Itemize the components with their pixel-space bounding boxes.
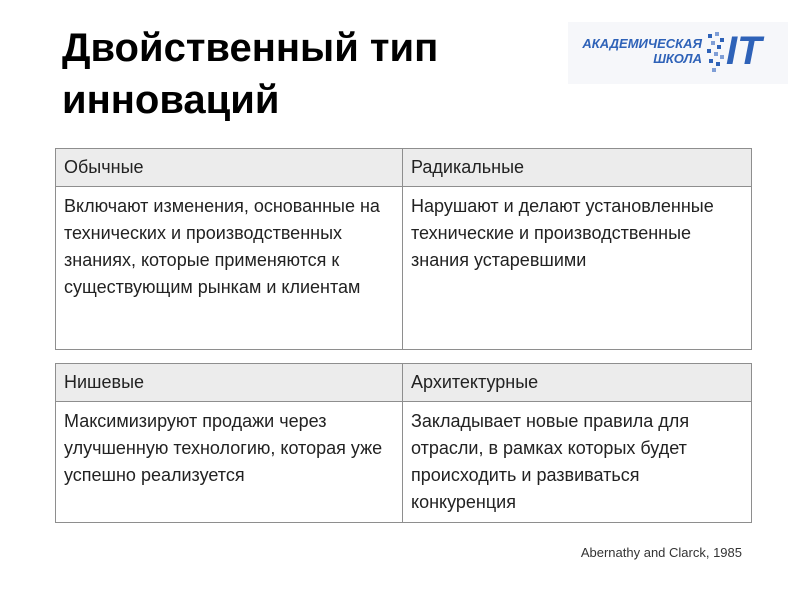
source-citation: Abernathy and Clarck, 1985 — [580, 545, 742, 560]
logo-wordmark — [578, 36, 702, 66]
slide-title: Двойственный тип инноваций — [62, 26, 439, 122]
table-header-row — [56, 149, 752, 187]
header-radical: Радикальные — [403, 149, 752, 187]
cell-architectural-description: Закладывает новые правила для отрасли, в рамках которых будет происходить и развиваться конкуренция — [403, 402, 752, 523]
logo-text-line-1: АКАДЕМИЧЕСКАЯ — [582, 36, 702, 51]
innovation-table-niche-architectural — [55, 363, 752, 523]
logo-it-mark: IT — [726, 29, 762, 73]
innovation-table-conventional-radical — [55, 148, 752, 350]
logo-dots-icon — [706, 32, 726, 74]
academic-school-it-logo — [568, 22, 788, 84]
table-row — [56, 187, 752, 350]
table-row — [56, 402, 752, 523]
cell-conventional-description: Включают изменения, основанные на технических и производственных знаниях, которые применяются к существующим рынкам и клиентам — [56, 187, 403, 350]
header-niche: Нишевые — [56, 364, 403, 402]
cell-radical-description: Нарушают и делают установленные технические и производственные знания устаревшими — [403, 187, 752, 350]
header-conventional: Обычные — [56, 149, 403, 187]
table-header-row — [56, 364, 752, 402]
header-architectural: Архитектурные — [403, 364, 752, 402]
cell-niche-description: Максимизируют продажи через улучшенную технологию, которая уже успешно реализуется — [56, 402, 403, 523]
logo-text-line-2: ШКОЛА — [653, 51, 702, 66]
